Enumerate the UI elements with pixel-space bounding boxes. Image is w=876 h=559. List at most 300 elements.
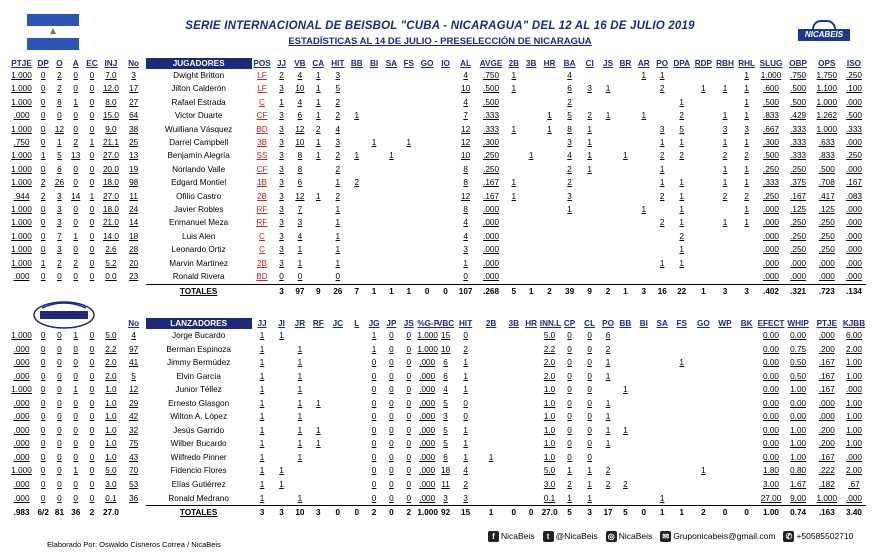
stat-cell: 0 xyxy=(371,398,377,408)
stat-cell xyxy=(417,82,437,95)
stat-cell xyxy=(365,270,382,284)
column-header: O xyxy=(56,59,63,68)
social-label: +50585502710 xyxy=(796,531,854,541)
stat-cell xyxy=(654,437,671,451)
stat-cell: 1.000 xyxy=(11,205,32,215)
total-cell: .402 xyxy=(757,284,784,298)
stat-cell xyxy=(634,464,654,478)
stat-cell: 4 xyxy=(567,71,572,80)
total-cell: 3 xyxy=(714,284,736,298)
stat-cell: 1 xyxy=(511,191,517,201)
stat-cell xyxy=(693,163,715,176)
stat-cell: 0 xyxy=(57,439,62,449)
stat-cell: 0 xyxy=(567,398,572,408)
stat-cell: 4 xyxy=(463,97,468,107)
column-header: JI xyxy=(278,319,285,328)
total-cell: .723 xyxy=(812,284,842,298)
stat-cell: .750 xyxy=(790,71,807,80)
column-header: 2B xyxy=(485,319,497,328)
stat-cell xyxy=(505,451,522,465)
column-header: SLUG xyxy=(759,59,783,68)
stat-cell: .633 xyxy=(818,138,835,148)
stat-cell xyxy=(522,329,539,343)
stat-cell xyxy=(714,383,736,397)
stat-cell: 1 xyxy=(354,151,360,161)
stat-cell xyxy=(437,257,454,270)
stat-cell xyxy=(383,176,400,189)
stat-cell xyxy=(309,383,327,397)
table-row xyxy=(8,464,866,478)
total-cell: 1 xyxy=(400,284,417,298)
stat-cell: 0 xyxy=(57,452,62,462)
stat-cell xyxy=(714,397,736,411)
stat-cell: 2 xyxy=(463,344,468,354)
stat-cell xyxy=(736,397,758,411)
stat-cell: 1 xyxy=(623,425,628,435)
total-cell: 0 xyxy=(417,284,437,298)
player-name: Wilton A. López xyxy=(170,412,228,422)
stat-cell xyxy=(736,437,758,451)
stat-cell: 1 xyxy=(40,258,46,268)
table-row xyxy=(8,149,866,162)
stat-cell xyxy=(348,437,365,451)
stat-cell: 1 xyxy=(57,138,62,148)
column-header: HR xyxy=(525,319,538,328)
stat-cell: 2 xyxy=(567,164,572,174)
stat-cell: 0 xyxy=(463,331,468,340)
stat-cell: 2 xyxy=(335,151,341,161)
stat-cell: 0.1 xyxy=(543,493,556,503)
stat-cell: 1.0 xyxy=(105,439,117,449)
stat-cell: 0 xyxy=(40,493,46,503)
stat-cell xyxy=(328,397,349,411)
player-name: Ofilio Castro xyxy=(176,191,222,201)
stat-cell xyxy=(437,69,454,82)
nicabeis-logo: NICABEIS xyxy=(798,20,850,46)
social-link[interactable] xyxy=(606,531,653,542)
stat-cell xyxy=(634,383,654,397)
stat-cell: 1 xyxy=(463,358,468,368)
stat-cell: 1 xyxy=(335,231,341,241)
stat-cell xyxy=(309,230,327,243)
stat-cell: .125 xyxy=(818,205,835,215)
stat-cell: .000 xyxy=(790,258,807,268)
stat-cell xyxy=(599,190,616,203)
stat-cell xyxy=(736,343,758,357)
stat-cell xyxy=(714,356,736,370)
nicaragua-flag-icon xyxy=(27,14,79,50)
stat-cell: 1 xyxy=(605,425,611,435)
column-header: BR xyxy=(619,59,632,68)
stat-cell xyxy=(654,203,671,216)
stat-cell: 6 xyxy=(297,111,303,121)
stat-cell: 1 xyxy=(587,493,592,503)
stat-cell: .750 xyxy=(483,71,500,80)
stat-cell: 3 xyxy=(279,218,284,228)
stat-cell xyxy=(599,163,616,176)
stat-cell: 1 xyxy=(335,258,341,268)
column-header: LANZADORES xyxy=(146,318,252,329)
stat-cell xyxy=(654,383,671,397)
stat-cell: 3 xyxy=(131,71,136,80)
stat-cell: 1.0 xyxy=(543,452,556,462)
stat-cell xyxy=(559,243,580,256)
stat-cell: .833 xyxy=(818,151,835,161)
stat-cell xyxy=(580,243,600,256)
stat-cell: 12 xyxy=(295,191,305,201)
stat-cell xyxy=(634,243,654,256)
stat-cell xyxy=(365,82,382,95)
table-row xyxy=(8,82,866,95)
stat-cell: 5.2 xyxy=(105,258,117,268)
stat-cell xyxy=(540,136,560,149)
stat-cell: 0 xyxy=(40,124,46,134)
stat-cell xyxy=(437,176,454,189)
stat-cell: 2B xyxy=(257,191,268,201)
stat-cell: 2 xyxy=(679,151,684,161)
stat-cell: .000 xyxy=(419,371,436,381)
stat-cell xyxy=(634,136,654,149)
stat-cell xyxy=(348,464,365,478)
stat-cell: 3 xyxy=(279,231,284,241)
stat-cell xyxy=(522,123,539,136)
stat-cell: 0 xyxy=(57,111,62,121)
player-name: Ronald Medrano xyxy=(168,493,229,503)
stat-cell xyxy=(693,343,715,357)
stat-cell: 1 xyxy=(297,258,303,268)
stat-cell: .000 xyxy=(483,258,500,268)
stat-cell: 0 xyxy=(89,245,95,255)
stat-cell: .000 xyxy=(13,344,30,354)
total-cell: 92 xyxy=(437,506,454,520)
stat-cell: .250 xyxy=(846,71,862,80)
stat-cell xyxy=(617,230,634,243)
stat-cell xyxy=(505,464,522,478)
stat-cell: 1 xyxy=(511,71,517,80)
stat-cell xyxy=(522,383,539,397)
stat-cell xyxy=(736,257,758,270)
stat-cell: 1 xyxy=(511,84,517,94)
stat-cell xyxy=(654,397,671,411)
stat-cell xyxy=(505,149,522,162)
stat-cell xyxy=(654,451,671,465)
stat-cell: .000 xyxy=(13,398,30,408)
stat-cell xyxy=(634,176,654,189)
stat-cell xyxy=(617,356,634,370)
column-header: CP xyxy=(563,319,576,328)
stat-cell: 3 xyxy=(57,205,62,215)
column-header: JR xyxy=(294,319,306,328)
stat-cell: 0 xyxy=(389,425,394,435)
stat-cell xyxy=(328,370,349,384)
stat-cell xyxy=(671,437,693,451)
stat-cell: 0 xyxy=(57,344,62,354)
stat-cell: CF xyxy=(256,164,268,174)
stat-cell: 1 xyxy=(659,178,665,188)
stat-cell xyxy=(328,383,349,397)
stat-cell: C xyxy=(259,245,265,255)
stat-cell: 1.67 xyxy=(790,480,807,490)
stat-cell: .333 xyxy=(483,111,500,121)
stat-cell xyxy=(671,451,693,465)
stat-cell: 5 xyxy=(443,439,448,449)
stat-cell xyxy=(522,492,539,506)
stat-cell: 1 xyxy=(89,191,95,201)
stat-cell: 0 xyxy=(389,412,394,422)
stat-cell: 1.000 xyxy=(11,466,32,476)
stat-cell: 0 xyxy=(463,412,468,422)
total-cell: 1 xyxy=(671,506,693,520)
stat-cell: 3 xyxy=(279,191,284,201)
stat-cell: 4 xyxy=(131,331,136,340)
stat-cell: 1.00 xyxy=(846,412,862,422)
stat-cell: 0 xyxy=(73,164,78,174)
stat-cell: 8 xyxy=(567,124,572,134)
stat-cell xyxy=(505,383,522,397)
stat-cell xyxy=(671,478,693,492)
stat-cell: .000 xyxy=(13,358,30,368)
stat-cell xyxy=(477,329,505,343)
stat-cell: .000 xyxy=(846,258,862,268)
stat-cell: 4 xyxy=(567,151,572,161)
social-link[interactable] xyxy=(660,531,775,542)
stat-cell: 1.262 xyxy=(816,111,838,121)
stat-cell: 0.00 xyxy=(763,371,779,381)
stat-cell xyxy=(714,69,736,82)
column-header: PTJE xyxy=(11,59,32,68)
stat-cell: 1 xyxy=(641,71,647,80)
stat-cell xyxy=(505,370,522,384)
stat-cell: 1 xyxy=(605,398,611,408)
stat-cell: 0 xyxy=(40,231,46,241)
stat-cell: 5.0 xyxy=(543,466,556,476)
stat-cell xyxy=(522,216,539,229)
stat-cell: 0 xyxy=(89,371,95,381)
total-cell: 3 xyxy=(272,284,290,298)
player-name: Junior Téllez xyxy=(175,385,222,395)
total-cell: .268 xyxy=(477,284,505,298)
stat-cell xyxy=(671,270,693,284)
stat-cell: .500 xyxy=(790,97,807,107)
stat-cell xyxy=(328,464,349,478)
stat-cell xyxy=(671,329,693,343)
stat-cell: .000 xyxy=(846,245,862,255)
stat-cell: .167 xyxy=(483,191,500,201)
stat-cell xyxy=(291,329,309,343)
stat-cell: 6 xyxy=(567,84,572,94)
stat-cell: 1.000 xyxy=(417,344,438,354)
stat-cell xyxy=(617,464,634,478)
stat-cell: 4 xyxy=(335,124,341,134)
stat-cell: .708 xyxy=(818,178,835,188)
total-cell: 2 xyxy=(693,506,715,520)
stat-cell: 12 xyxy=(461,124,471,134)
stat-cell: 7 xyxy=(57,231,62,241)
stat-cell xyxy=(383,163,400,176)
stat-cell: 0 xyxy=(73,111,78,121)
column-header: 3B xyxy=(508,319,520,328)
stat-cell: .200 xyxy=(818,344,835,354)
stat-cell: 10 xyxy=(461,84,471,94)
stat-cell: 0.1 xyxy=(105,493,117,503)
stat-cell: 1 xyxy=(316,191,321,201)
stat-cell: .000 xyxy=(419,358,436,368)
stat-cell xyxy=(736,383,758,397)
column-header: 3B xyxy=(525,59,537,68)
total-cell xyxy=(252,284,273,298)
total-cell: 10 xyxy=(291,506,309,520)
player-name: Wilfredo Pinner xyxy=(170,452,227,462)
stat-cell: 0 xyxy=(40,466,46,476)
stat-cell: 1 xyxy=(679,97,684,107)
stat-cell: 21.0 xyxy=(102,218,119,228)
stat-cell: 1.750 xyxy=(816,71,838,80)
stat-cell xyxy=(505,356,522,370)
stat-cell xyxy=(417,203,437,216)
stat-cell xyxy=(714,410,736,424)
social-link[interactable] xyxy=(543,531,598,542)
stat-cell: 1.000 xyxy=(11,84,32,94)
stat-cell: 3 xyxy=(335,138,341,148)
stat-cell: .000 xyxy=(13,439,30,449)
stat-cell: 1 xyxy=(259,385,265,395)
stat-cell xyxy=(505,109,522,122)
stat-cell xyxy=(634,216,654,229)
stat-cell: 0 xyxy=(89,493,95,503)
stat-cell: 1 xyxy=(371,331,377,340)
stat-cell: 5 xyxy=(443,398,448,408)
stat-cell xyxy=(365,69,382,82)
table-row xyxy=(8,69,866,82)
stat-cell xyxy=(634,397,654,411)
stat-cell: .083 xyxy=(846,191,862,201)
stat-cell xyxy=(540,176,560,189)
social-icon: ✉ xyxy=(660,531,671,542)
table-row xyxy=(8,370,866,384)
social-link[interactable] xyxy=(488,531,535,542)
stat-cell xyxy=(365,243,382,256)
stat-cell: 0 xyxy=(40,138,46,148)
total-cell: 1 xyxy=(383,284,400,298)
total-cell: 5 xyxy=(505,284,522,298)
total-cell: 6/2 xyxy=(37,507,49,517)
column-header xyxy=(51,318,67,329)
table-header-row xyxy=(8,318,866,329)
stat-cell: 0 xyxy=(567,331,572,340)
stat-cell: 7.0 xyxy=(105,71,117,80)
stat-cell xyxy=(437,203,454,216)
stat-cell: 2 xyxy=(335,164,341,174)
stat-cell: 3 xyxy=(279,124,284,134)
stat-cell: 1 xyxy=(279,466,284,476)
stat-cell: .000 xyxy=(763,205,779,215)
stat-cell: 1 xyxy=(259,398,265,408)
stat-cell: 4 xyxy=(297,97,303,107)
stat-cell: 1 xyxy=(259,358,265,368)
column-header: BB xyxy=(619,319,632,328)
stat-cell xyxy=(309,451,327,465)
stat-cell xyxy=(522,163,539,176)
stat-cell: 1 xyxy=(316,425,321,435)
stat-cell: 0 xyxy=(567,425,572,435)
stat-cell xyxy=(437,190,454,203)
stat-cell xyxy=(417,230,437,243)
stat-cell xyxy=(634,437,654,451)
stat-cell: 2 xyxy=(722,191,728,201)
stat-cell: .333 xyxy=(790,151,807,161)
stat-cell: 18.0 xyxy=(102,178,119,188)
stat-cell: 2 xyxy=(567,97,572,107)
stat-cell: 0 xyxy=(335,272,341,282)
table-header-row xyxy=(8,58,866,69)
stat-cell xyxy=(736,451,758,465)
stat-cell: 0 xyxy=(587,439,592,449)
stat-cell xyxy=(540,270,560,284)
stat-cell xyxy=(617,397,634,411)
stat-cell: LF xyxy=(257,84,267,94)
stat-cell xyxy=(580,96,600,109)
stat-cell xyxy=(599,136,616,149)
column-header: CI xyxy=(585,59,594,68)
column-header: DP xyxy=(37,59,49,68)
stat-cell xyxy=(328,410,349,424)
total-cell: 1.00 xyxy=(757,506,784,520)
social-link[interactable] xyxy=(783,531,853,542)
stat-cell: .167 xyxy=(846,178,862,188)
stat-cell: 0 xyxy=(371,466,377,476)
stat-cell: 0 xyxy=(406,480,412,490)
stat-cell xyxy=(309,370,327,384)
stat-cell: .250 xyxy=(790,231,807,241)
stat-cell xyxy=(693,243,715,256)
column-header: PO xyxy=(656,59,669,68)
stat-cell: 0 xyxy=(406,331,412,340)
stat-cell: 1 xyxy=(587,138,592,148)
column-header: FS xyxy=(676,319,687,328)
total-cell: 2 xyxy=(540,284,560,298)
stat-cell: 3.0 xyxy=(543,480,556,490)
stat-cell: 15 xyxy=(441,331,451,340)
stat-cell: 1.000 xyxy=(816,97,838,107)
stat-cell: 0 xyxy=(40,272,46,282)
table-row xyxy=(8,216,866,229)
stat-cell xyxy=(599,243,616,256)
stat-cell: 3 xyxy=(279,178,284,188)
total-cell: 5 xyxy=(617,506,634,520)
stat-cell xyxy=(328,451,349,465)
stat-cell xyxy=(348,96,365,109)
stat-cell xyxy=(505,270,522,284)
stat-cell xyxy=(714,424,736,438)
stat-cell: 1.0 xyxy=(543,439,556,449)
column-header: No xyxy=(128,59,140,68)
stat-cell: 0 xyxy=(40,412,46,422)
stat-cell: .000 xyxy=(419,452,436,462)
social-icon: ✆ xyxy=(783,531,794,542)
column-header: %G-P xyxy=(417,319,440,328)
stat-cell: 1 xyxy=(463,452,468,462)
stat-cell: .500 xyxy=(483,84,500,94)
stat-cell: 0 xyxy=(587,344,592,354)
stat-cell xyxy=(736,243,758,256)
stat-cell: 0 xyxy=(371,358,377,368)
stat-cell xyxy=(714,370,736,384)
stat-cell: 1 xyxy=(297,398,303,408)
stat-cell: 1 xyxy=(259,493,265,503)
stat-cell: 0 xyxy=(57,385,62,395)
column-header: EC xyxy=(86,59,98,68)
stat-cell xyxy=(540,190,560,203)
